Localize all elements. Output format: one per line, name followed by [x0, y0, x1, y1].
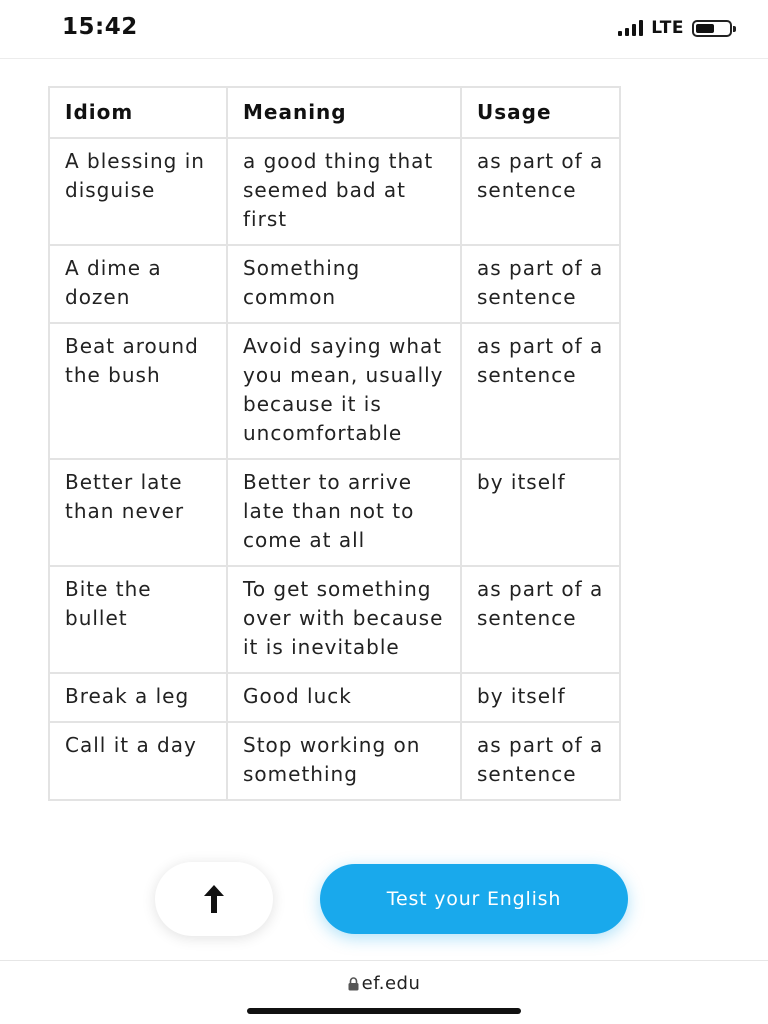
- usage-cell: as part of a sentence: [461, 722, 620, 800]
- idioms-table: [48, 86, 621, 801]
- meaning-cell: Stop working on something: [227, 722, 461, 800]
- header-usage: Usage: [461, 87, 620, 138]
- scroll-to-top-button[interactable]: [155, 862, 273, 936]
- signal-icon: [618, 20, 643, 36]
- arrow-up-icon: [203, 884, 225, 914]
- table-header-row: [49, 87, 620, 138]
- usage-cell: as part of a sentence: [461, 323, 620, 459]
- status-bar: [0, 0, 768, 59]
- table-row: [49, 323, 620, 459]
- battery-tip: [733, 26, 736, 32]
- table-row: [49, 673, 620, 722]
- idiom-cell: A blessing in disguise: [49, 138, 227, 245]
- header-meaning: Meaning: [227, 87, 461, 138]
- idiom-cell: Bite the bullet: [49, 566, 227, 673]
- usage-cell: as part of a sentence: [461, 566, 620, 673]
- meaning-cell: Good luck: [227, 673, 461, 722]
- meaning-cell: Something common: [227, 245, 461, 323]
- table-row: [49, 138, 620, 245]
- idiom-cell: Break a leg: [49, 673, 227, 722]
- status-time: 15:42: [62, 14, 138, 40]
- url-display[interactable]: [0, 973, 768, 994]
- table-row: [49, 459, 620, 566]
- home-indicator: [247, 1008, 521, 1014]
- idiom-cell: Call it a day: [49, 722, 227, 800]
- lock-icon: [348, 977, 359, 991]
- idiom-cell: A dime a dozen: [49, 245, 227, 323]
- table-row: [49, 245, 620, 323]
- header-idiom: Idiom: [49, 87, 227, 138]
- status-indicators: [618, 18, 732, 38]
- table-row: [49, 722, 620, 800]
- network-label: LTE: [651, 18, 684, 38]
- usage-cell: as part of a sentence: [461, 138, 620, 245]
- battery-fill: [696, 24, 714, 33]
- usage-cell: by itself: [461, 459, 620, 566]
- idiom-cell: Beat around the bush: [49, 323, 227, 459]
- url-text: ef.edu: [361, 973, 421, 994]
- page-content: [48, 86, 619, 801]
- meaning-cell: Avoid saying what you mean, usually because it is uncomfortable: [227, 323, 461, 459]
- idiom-cell: Better late than never: [49, 459, 227, 566]
- table-row: [49, 566, 620, 673]
- meaning-cell: To get something over with because it is inevitable: [227, 566, 461, 673]
- battery-icon: [692, 20, 732, 37]
- meaning-cell: a good thing that seemed bad at first: [227, 138, 461, 245]
- test-your-english-button[interactable]: Test your English: [320, 864, 628, 934]
- meaning-cell: Better to arrive late than not to come at all: [227, 459, 461, 566]
- usage-cell: as part of a sentence: [461, 245, 620, 323]
- browser-url-bar[interactable]: [0, 960, 768, 1024]
- usage-cell: by itself: [461, 673, 620, 722]
